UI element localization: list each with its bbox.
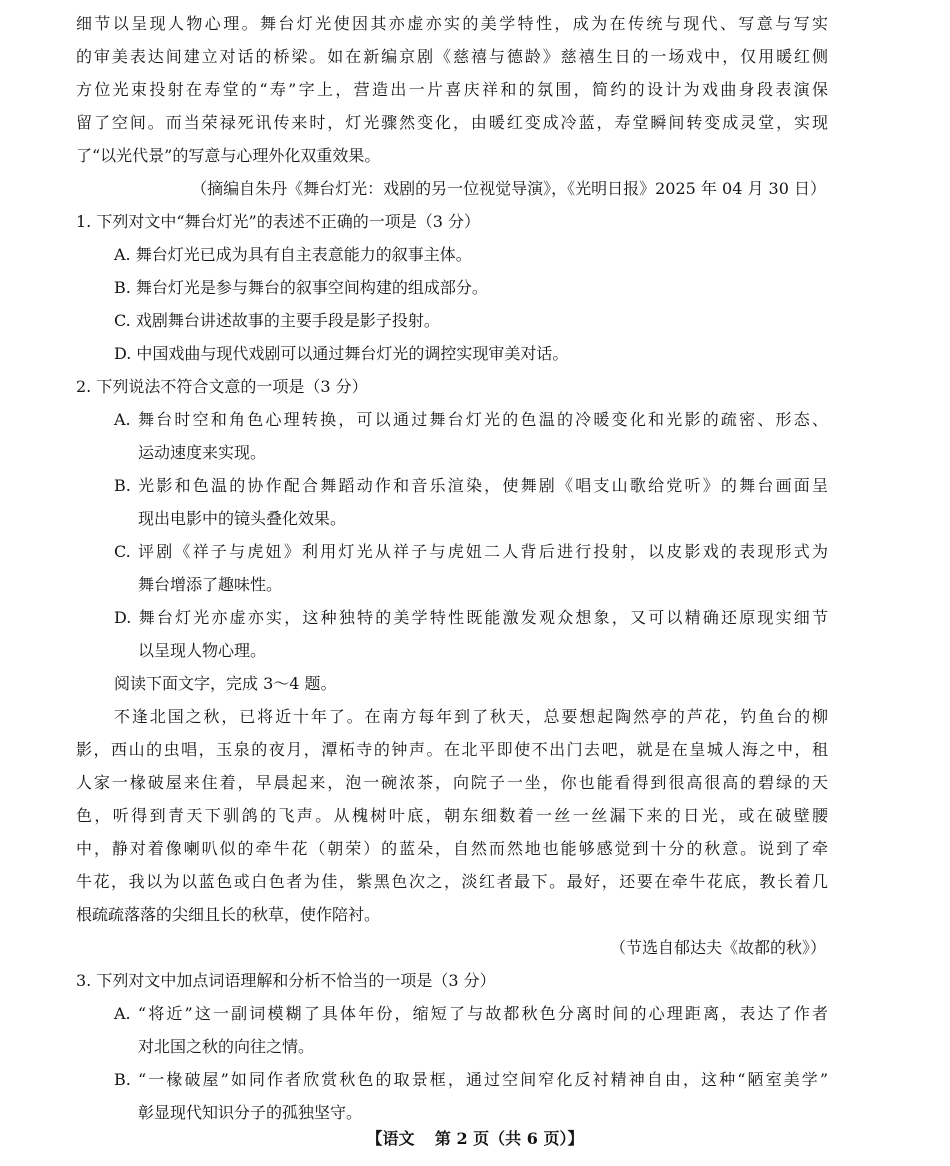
- passage2-line-5: 中，静对着像喇叭似的牵牛花（朝荣）的蓝朵，自然而然地也能够感觉到十分的秋意。说到了牵: [76, 839, 828, 858]
- passage2-source: （节选自郁达夫《故都的秋》）: [609, 938, 826, 957]
- passage2-line-7: 根疏疏落落的尖细且长的秋草，使作陪衬。: [76, 905, 381, 924]
- question-2-option-a: A. 舞台时空和角色心理转换，可以通过舞台灯光的色温的冷暖变化和光影的疏密、形态、: [114, 410, 828, 429]
- question-3-option-a: A. “将近”这一副词模糊了具体年份，缩短了与故都秋色分离时间的心理距离，表达了作者: [114, 1004, 828, 1023]
- question-3-stem: 3. 下列对文中加点词语理解和分析不恰当的一项是（3 分）: [76, 971, 496, 990]
- footer-page-number: 第 2 页（共 6 页）】: [434, 1129, 584, 1148]
- question-2-option-d-cont: 以呈现人物心理。: [138, 641, 267, 660]
- passage2-line-1: 不逢北国之秋，已将近十年了。在南方每年到了秋天，总要想起陶然亭的芦花，钓鱼台的柳: [114, 707, 828, 726]
- passage2-line-6: 牛花，我以为以蓝色或白色者为佳，紫黑色次之，淡红者最下。最好，还要在牵牛花底，教长着几: [76, 872, 828, 891]
- question-2-option-b: B. 光影和色温的协作配合舞蹈动作和音乐渲染，使舞剧《唱支山歌给党听》的舞台画面呈: [114, 476, 828, 495]
- passage1-line-3: 方位光束投射在寿堂的“寿”字上，营造出一片喜庆祥和的氛围，简约的设计为戏曲身段表演保: [76, 80, 828, 99]
- question-2-option-c: C. 评剧《祥子与虎妞》利用灯光从祥子与虎妞二人背后进行投射，以皮影戏的表现形式为: [114, 542, 828, 561]
- passage1-line-5: 了“以光代景”的写意与心理外化双重效果。: [76, 146, 381, 165]
- passage2-line-3: 人家一椽破屋来住着，早晨起来，泡一碗浓茶，向院子一坐，你也能看得到很高很高的碧绿的天: [76, 773, 828, 792]
- passage1-line-2: 的审美表达间建立对话的桥梁。如在新编京剧《慈禧与德龄》慈禧生日的一场戏中，仅用暖红侧: [76, 47, 828, 66]
- passage1-line-4: 留了空间。而当荣禄死讯传来时，灯光骤然变化，由暖红变成冷蓝，寿堂瞬间转变成灵堂，实现: [76, 113, 828, 132]
- question-1-option-c: C. 戏剧舞台讲述故事的主要手段是影子投射。: [114, 311, 440, 330]
- page-footer: [0, 1128, 950, 1150]
- passage1-source: （摘编自朱丹《舞台灯光：戏剧的另一位视觉导演》，《光明日报》2025 年 04 月 30 日）: [191, 179, 826, 198]
- question-1-option-b: B. 舞台灯光是参与舞台的叙事空间构建的组成部分。: [114, 278, 488, 297]
- question-2-option-a-cont: 运动速度来实现。: [138, 443, 267, 462]
- question-2-option-d: D. 舞台灯光亦虚亦实，这种独特的美学特性既能激发观众想象，又可以精确还原现实细节: [114, 608, 828, 627]
- question-1-option-d: D. 中国戏曲与现代戏剧可以通过舞台灯光的调控实现审美对话。: [114, 344, 569, 363]
- question-1-option-a: A. 舞台灯光已成为具有自主表意能力的叙事主体。: [114, 245, 472, 264]
- question-1-stem: 1. 下列对文中“舞台灯光”的表述不正确的一项是（3 分）: [76, 212, 480, 231]
- question-2-option-c-cont: 舞台增添了趣味性。: [138, 575, 283, 594]
- passage1-line-1: 细节以呈现人物心理。舞台灯光使因其亦虚亦实的美学特性，成为在传统与现代、写意与写实: [76, 14, 828, 33]
- question-3-option-b: B. “一椽破屋”如同作者欣赏秋色的取景框，通过空间窄化反衬精神自由，这种“陋室美学”: [114, 1070, 828, 1089]
- question-3-option-b-cont: 彰显现代知识分子的孤独坚守。: [138, 1103, 363, 1122]
- question-2-option-b-cont: 现出电影中的镜头叠化效果。: [138, 509, 347, 528]
- question-2-stem: 2. 下列说法不符合文意的一项是（3 分）: [76, 377, 368, 396]
- passage2-line-2: 影，西山的虫唱，玉泉的夜月，潭柘寺的钟声。在北平即使不出门去吧，就是在皇城人海之中，租: [76, 740, 828, 759]
- question-3-option-a-cont: 对北国之秋的向往之情。: [138, 1037, 315, 1056]
- reading-instruction: 阅读下面文字，完成 3～4 题。: [114, 674, 337, 693]
- footer-subject: 【语文: [366, 1129, 415, 1148]
- passage2-line-4: 色，听得到青天下驯鸽的飞声。从槐树叶底，朝东细数着一丝一丝漏下来的日光，或在破壁腰: [76, 806, 828, 825]
